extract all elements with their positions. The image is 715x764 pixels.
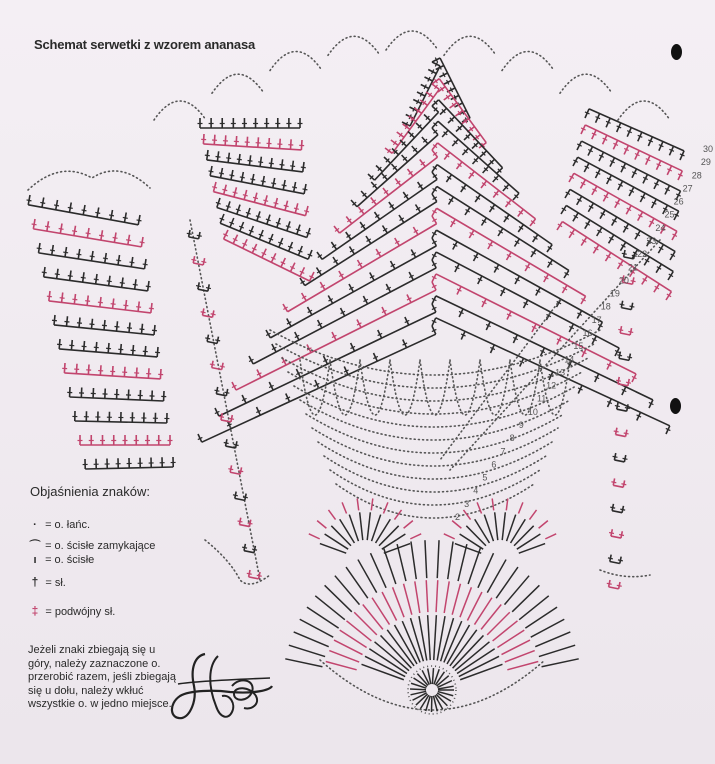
legend-item-label: = o. łańc. xyxy=(45,519,91,531)
row-number-label: 13 xyxy=(555,367,566,378)
chain-symbol-icon: · xyxy=(33,519,37,531)
spoke-stitch xyxy=(233,492,248,501)
spoke-stitch xyxy=(607,580,622,589)
spoke-stitch xyxy=(611,478,626,487)
pineapple-row xyxy=(432,121,519,200)
spoke-stitch xyxy=(191,256,206,265)
side-panel-row xyxy=(62,363,163,379)
legend-item-label: = o. ścisłe xyxy=(45,554,95,566)
pineapple-row xyxy=(249,260,437,364)
left-panel-row xyxy=(201,134,304,150)
pineapple-row xyxy=(334,150,438,233)
center-mesh xyxy=(324,456,546,492)
row-number-label: 30 xyxy=(703,144,714,154)
row-number-label: 14 xyxy=(564,354,575,365)
edge-scallop xyxy=(386,31,438,50)
bottom-fan-outer xyxy=(285,540,578,667)
center-mesh-arc xyxy=(360,360,390,415)
dc-symbol-icon: † xyxy=(31,575,39,589)
spoke-stitch xyxy=(224,439,239,448)
right-panel-row xyxy=(577,141,681,200)
edge-scallop xyxy=(328,36,380,55)
spoke-stitch xyxy=(618,326,633,335)
spoke-stitch xyxy=(187,230,202,239)
row-number-label: 5 xyxy=(482,472,488,483)
left-panel-row xyxy=(220,214,313,259)
row-number-label: 3 xyxy=(464,498,470,509)
closing-sc-symbol-icon: ⌒ xyxy=(29,540,41,552)
spoke-stitch xyxy=(238,518,253,527)
lower-left-fan xyxy=(320,512,410,553)
spoke-stitch xyxy=(609,529,624,538)
row-number-label: 4 xyxy=(473,485,479,496)
row-number-label: 6 xyxy=(491,459,497,470)
pineapple-row xyxy=(432,252,620,356)
row-number-label: 10 xyxy=(527,406,538,417)
binder-hole-bottom xyxy=(670,398,681,414)
center-ring-stitches xyxy=(410,668,454,712)
pineapple-row xyxy=(317,172,437,259)
legend-heading: Objaśnienia znaków: xyxy=(30,484,150,499)
edge-scallop xyxy=(212,74,264,93)
spoke-stitch xyxy=(613,453,628,462)
row-number-label: 22 xyxy=(637,249,648,260)
binder-hole-top xyxy=(671,44,682,60)
bottom-fan-middle xyxy=(326,580,539,670)
side-panel-row xyxy=(67,387,166,401)
edge-scallop xyxy=(502,52,554,71)
legend-item-tr xyxy=(28,604,115,618)
row-number-label: 18 xyxy=(600,301,611,312)
pineapple-row xyxy=(432,143,536,226)
spoke-stitch xyxy=(617,352,632,361)
side-panel-edge xyxy=(28,171,150,190)
row-number-label: 7 xyxy=(500,446,506,457)
row-number-label: 16 xyxy=(582,328,593,338)
row-number-label: 21 xyxy=(628,262,639,273)
instruction-note: Jeżeli znaki zbiegają się u góry, należy zaznaczone o. przerobić razem, jeśli zbiegają się u dołu, należy wkłuć wszystkie o. w jedno miejsce. xyxy=(28,644,176,710)
side-panel-row xyxy=(47,291,154,313)
center-mesh-arc xyxy=(390,360,420,415)
pineapple-row xyxy=(385,84,439,153)
spoke-stitch xyxy=(214,387,229,396)
spoke-stitch xyxy=(210,361,225,370)
edge-scallop xyxy=(560,74,612,93)
row-number-label: 12 xyxy=(546,380,557,391)
edge-scallop xyxy=(444,36,496,55)
pineapple-row xyxy=(432,186,569,278)
legend-item-label: = sł. xyxy=(45,577,66,589)
row-number-label: 15 xyxy=(573,341,584,352)
side-panel-row xyxy=(72,411,169,423)
row-number-label: 20 xyxy=(618,275,629,286)
center-mesh xyxy=(306,414,564,453)
side-panel-row xyxy=(78,435,173,445)
lower-left-fan-tips xyxy=(309,498,421,538)
row-number-label: 8 xyxy=(509,433,515,444)
row-number-label: 9 xyxy=(518,420,524,430)
spoke-stitch xyxy=(247,570,262,579)
row-number-label: 17 xyxy=(591,314,602,325)
row-number-label: 28 xyxy=(691,170,702,181)
spoke-stitch xyxy=(608,555,623,564)
row-number-label: 23 xyxy=(646,236,657,246)
row-number-label: 27 xyxy=(682,183,693,194)
row-number-label: 25 xyxy=(664,209,675,220)
side-panel-row xyxy=(57,339,160,357)
diagram-title: Schemat serwetki z wzorem ananasa xyxy=(34,37,256,52)
row-number-label: 29 xyxy=(700,157,711,168)
lower-right-fan-tips xyxy=(444,498,556,538)
bottom-edge xyxy=(320,660,545,710)
sc-symbol-icon: ı xyxy=(33,554,37,566)
legend-item-label: = o. ścisłe zamykające xyxy=(45,540,156,552)
signature-icon xyxy=(160,646,280,731)
side-panel-row xyxy=(42,267,151,291)
left-panel-row xyxy=(198,118,303,128)
side-panel-row xyxy=(83,457,176,469)
lower-right-edge xyxy=(600,570,650,577)
pineapple-row xyxy=(432,274,636,382)
center-mesh xyxy=(312,428,558,466)
tr-symbol-icon: ‡ xyxy=(31,604,39,618)
edge-scallop xyxy=(154,101,206,120)
spoke-stitch xyxy=(201,308,216,317)
spoke-stitch xyxy=(219,413,234,422)
bottom-fan-inner xyxy=(362,615,503,680)
legend-item-label: = podwójny sł. xyxy=(45,606,116,618)
legend-item-closing-sc xyxy=(28,537,155,553)
pineapple-row xyxy=(283,216,437,312)
row-number-label: 19 xyxy=(609,288,620,299)
pineapple-row xyxy=(215,304,437,416)
row-number-label: 26 xyxy=(673,196,684,207)
legend-item-dc xyxy=(28,575,66,589)
right-panel-row xyxy=(585,109,685,160)
row-numbers xyxy=(455,144,713,522)
edge-scallop xyxy=(618,101,670,120)
row-number-label: 11 xyxy=(536,393,547,404)
edge-scallop xyxy=(270,52,322,71)
pineapple-row xyxy=(300,194,437,286)
spoke-stitch xyxy=(622,250,637,259)
lower-right-fan xyxy=(455,512,545,553)
spoke-stitch xyxy=(616,377,631,386)
side-panel-row xyxy=(37,243,148,269)
spoke-stitch xyxy=(614,428,629,437)
pineapple-row xyxy=(432,165,552,252)
spoke-stitch xyxy=(619,301,634,310)
legend-item-sc xyxy=(28,554,94,566)
row-number-label: 24 xyxy=(655,222,666,233)
spoke-stitch xyxy=(228,465,243,474)
lower-left-edge xyxy=(205,540,270,584)
left-panel-row xyxy=(205,150,306,172)
legend-item-chain xyxy=(28,519,90,531)
row-number-label: 2 xyxy=(455,512,461,522)
side-panel-row xyxy=(27,195,142,225)
side-panel-row xyxy=(52,315,157,335)
spoke-stitch xyxy=(242,544,257,553)
spoke-stitch xyxy=(610,504,625,513)
